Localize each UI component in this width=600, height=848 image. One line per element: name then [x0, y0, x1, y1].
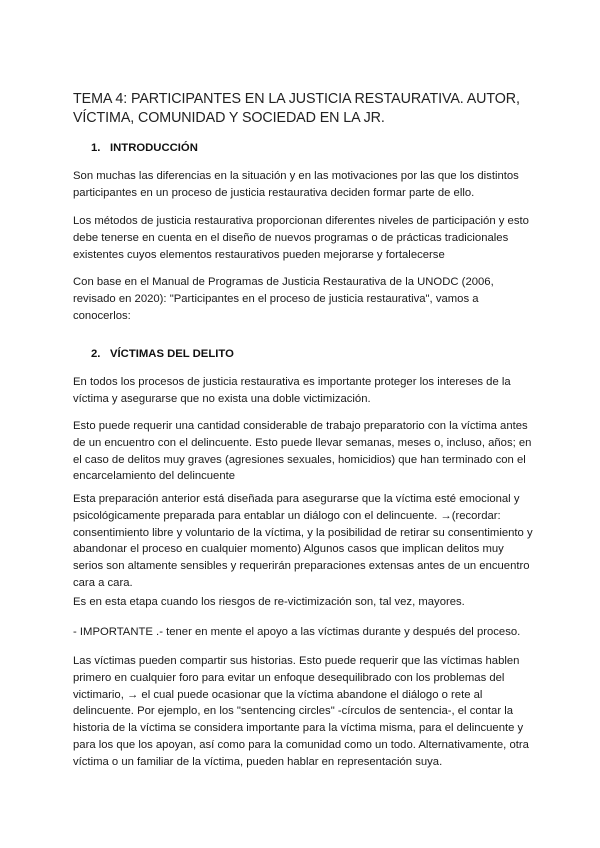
paragraph	[73, 653, 543, 771]
text-line: consentimiento libre y voluntario de la víctima, y la posibilidad de retirar su consentimiento y	[73, 526, 533, 539]
text-line: Son muchas las diferencias en la situación y en las motivaciones por las que los distintos	[73, 170, 519, 182]
text-line: cara a cara.	[73, 576, 133, 589]
text-line: Con base en el Manual de Programas de Justicia Restaurativa de la UNODC (2006,	[73, 276, 494, 288]
text-line: En todos los procesos de justicia restaurativa es importante proteger los intereses de la	[73, 376, 511, 388]
section-number: 1.	[91, 142, 101, 154]
text-line: victimario, → el cual puede ocasionar que la víctima abandone el diálogo o rete al	[73, 688, 483, 701]
text-line: participantes en un proceso de justicia restaurativa deciden formar parte de ello.	[73, 186, 475, 199]
text-line: víctima o un familiar de la víctima, pueden hablar en representación suya.	[73, 755, 443, 768]
text-line: víctima y asegurarse que no exista una doble victimización.	[73, 392, 371, 405]
section-heading-text: INTRODUCCIÓN	[110, 142, 198, 154]
text-line: de un encuentro con el delincuente. Esto puede llevar semanas, meses o, incluso, años; en	[73, 436, 532, 449]
text-line: para los que los apoyan, así como para la comunidad como un todo. Alternativamente, otra	[73, 738, 529, 751]
text-line: Esto puede requerir una cantidad considerable de trabajo preparatorio con la víctima antes	[73, 420, 528, 432]
text-line: historia de la víctima se considera importante para la víctima misma, para el delincuente y	[73, 722, 524, 735]
text-line: existentes cuyos elementos restaurativos pueden mejorarse y fortalecerse	[73, 248, 445, 261]
text-line: Las víctimas pueden compartir sus historias. Esto puede requerir que las víctimas hablen	[73, 655, 520, 667]
paragraph	[73, 168, 543, 202]
section-heading-text: VÍCTIMAS DEL DELITO	[110, 348, 234, 360]
text-line: delincuente. Por ejemplo, en los "sentencing circles" -círculos de sentencia-, el contar la	[73, 705, 514, 718]
text-line: primero en cualquier foro para evitar un enfoque desequilibrado con los problemas del	[73, 671, 505, 684]
text-line: serios son altamente sensibles y requerirán preparaciones extensas antes de un encuentro	[73, 560, 530, 573]
paragraph	[73, 418, 543, 485]
section-heading-victimas	[91, 348, 234, 360]
text-line: Esta preparación anterior está diseñada para asegurarse que la víctima esté emocional y	[73, 493, 520, 505]
paragraph	[73, 491, 543, 592]
title-line: TEMA 4: PARTICIPANTES EN LA JUSTICIA RESTAURATIVA. AUTOR,	[73, 91, 520, 107]
paragraph	[73, 213, 543, 263]
document-title	[73, 90, 543, 128]
text-line: revisado en 2020): "Participantes en el proceso de justicia restaurativa", vamos a	[73, 292, 479, 305]
text-line: Los métodos de justicia restaurativa proporcionan diferentes niveles de participación y esto	[73, 215, 529, 227]
text-line: conocerlos:	[73, 309, 131, 322]
section-heading-introduccion	[91, 142, 198, 154]
paragraph	[73, 594, 543, 611]
paragraph	[73, 274, 543, 324]
text-line: encarcelamiento del delincuente	[73, 470, 236, 483]
paragraph	[73, 624, 543, 641]
text-line: debe tenerse en cuenta en el diseño de nuevos programas o de prácticas tradicionales	[73, 231, 509, 244]
section-number: 2.	[91, 348, 101, 360]
text-line: el caso de delitos muy graves (agresiones sexuales, homicidios) que han terminado con el	[73, 453, 526, 466]
title-line: VÍCTIMA, COMUNIDAD Y SOCIEDAD EN LA JR.	[73, 110, 385, 126]
text-line: abandonar el proceso en cualquier momento) Algunos casos que implican delitos muy	[73, 543, 504, 556]
text-line: psicológicamente preparada para entablar un diálogo con el delincuente. →(recordar:	[73, 509, 501, 522]
text-line: Es en esta etapa cuando los riesgos de re-victimización son, tal vez, mayores.	[73, 596, 465, 608]
text-line: - IMPORTANTE .- tener en mente el apoyo a las víctimas durante y después del proceso.	[73, 626, 521, 638]
paragraph	[73, 374, 543, 408]
